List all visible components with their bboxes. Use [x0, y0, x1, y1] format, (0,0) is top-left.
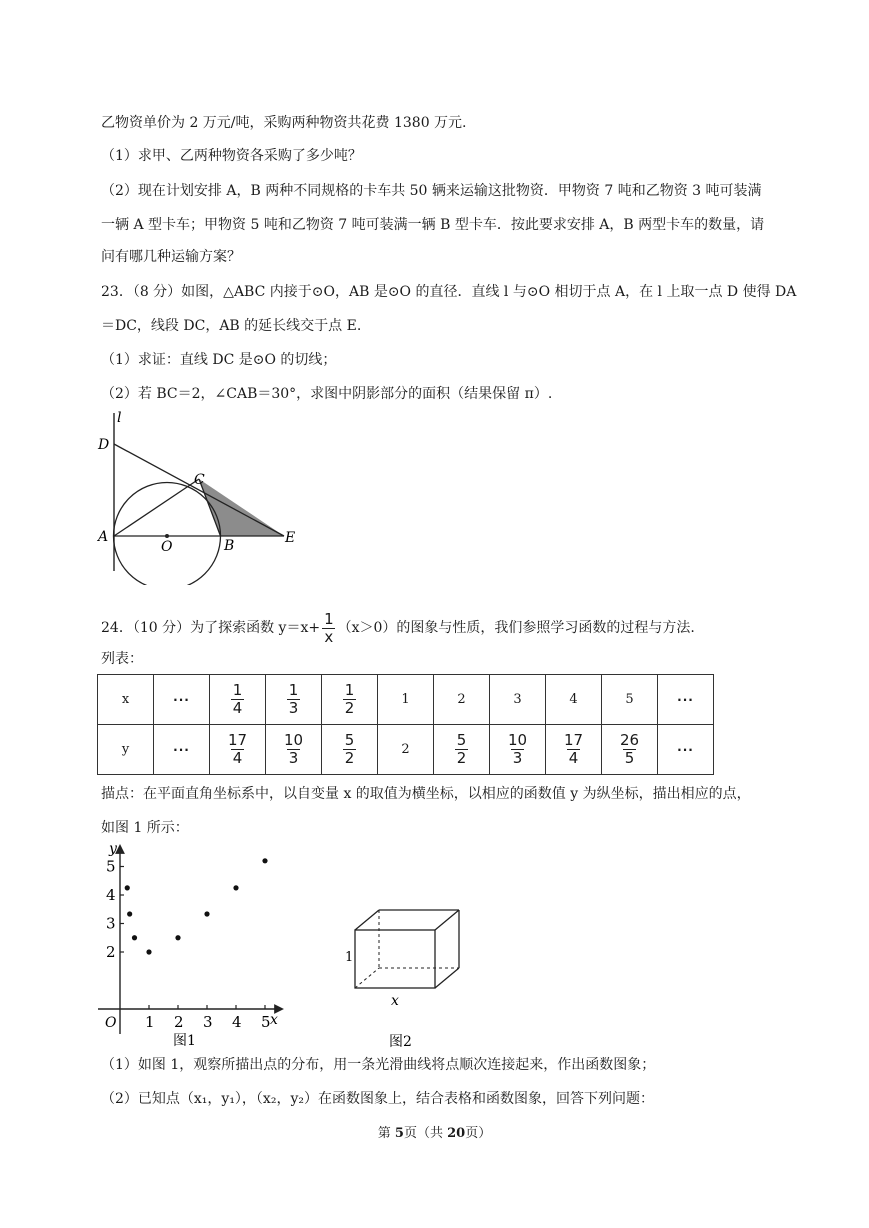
- fraction-denominator: 3: [512, 749, 523, 767]
- x-axis-label: x: [270, 1012, 278, 1028]
- x-row-cell: 2: [434, 675, 490, 725]
- fraction: [562, 732, 585, 767]
- figure-2-box-diagram: [345, 905, 465, 1050]
- center-dot: [165, 534, 169, 538]
- fraction-denominator: 3: [288, 749, 299, 767]
- p23-line1: 23．（8 分）如图，△ABC 内接于⊙O，AB 是⊙O 的直径．直线 l 与⊙O 相切于点 A，在 l 上取一点 D 使得 DA: [101, 284, 797, 300]
- fraction-one-over-x: [322, 611, 336, 646]
- segment-ac: [114, 479, 199, 536]
- footer-page-number: 5: [394, 1126, 404, 1141]
- x-row-cell: [210, 675, 266, 725]
- x-tick-label: 3: [203, 1013, 213, 1031]
- fraction: [455, 732, 469, 767]
- p24-plot-line2: 如图 1 所示：: [101, 820, 189, 836]
- fraction: [506, 732, 529, 767]
- p24-question-2: （2）已知点（x₁，y₁），（x₂，y₂）在函数图象上，结合表格和函数图象，回答下列问题：: [101, 1091, 654, 1107]
- y-row-cell: [210, 725, 266, 775]
- p24-intro-part-b: （x＞0）的图象与性质，我们参照学习函数的过程与方法.: [337, 620, 695, 636]
- x-tick-label: 2: [174, 1013, 184, 1031]
- p23-line2: ＝DC，线段 DC，AB 的延长线交于点 E.: [101, 318, 362, 334]
- fraction-numerator: 17: [563, 731, 584, 749]
- y-row-cell: 2: [378, 725, 434, 775]
- box-front-face: [355, 930, 435, 988]
- box-top-left-edge: [355, 910, 379, 930]
- fraction-numerator: 1: [324, 609, 334, 628]
- footer-prefix: 第: [377, 1126, 395, 1141]
- fraction-denominator: 2: [456, 749, 467, 767]
- scatter-point: [132, 935, 137, 940]
- y-tick-label: 4: [106, 886, 116, 904]
- scatter-point: [233, 885, 238, 890]
- box-bottom-label: x: [391, 993, 399, 1009]
- fraction: [618, 732, 641, 767]
- fraction-denominator: 5: [624, 749, 635, 767]
- scatter-point: [262, 858, 267, 863]
- box-side-label: 1: [345, 950, 354, 965]
- x-row-cell: ···: [658, 675, 714, 725]
- table-row-y: [98, 725, 714, 775]
- p22-line1: 乙物资单价为 2 万元/吨，采购两种物资共花费 1380 万元.: [101, 115, 467, 131]
- fraction-numerator: 17: [227, 731, 248, 749]
- y-row-cell: ···: [154, 725, 210, 775]
- fraction-numerator: 1: [232, 681, 243, 699]
- p23-question-2: （2）若 BC＝2，∠CAB＝30°，求图中阴影部分的面积（结果保留 π）.: [101, 386, 553, 402]
- p22-question-2-line1: （2）现在计划安排 A，B 两种不同规格的卡车共 50 辆来运输这批物资．甲物资 7 吨和乙物资 3 吨可装满: [101, 183, 762, 199]
- figure-1-caption: 图1: [173, 1033, 196, 1049]
- x-row-cell: [322, 675, 378, 725]
- label-l: l: [117, 410, 122, 426]
- scatter-point: [175, 935, 180, 940]
- y-row-cell: [490, 725, 546, 775]
- y-row-cell: [546, 725, 602, 775]
- list-label: 列表：: [101, 651, 143, 667]
- fraction: [343, 682, 357, 717]
- x-row-cell: x: [98, 675, 154, 725]
- x-tick-label: 5: [261, 1013, 271, 1031]
- y-row-cell: [266, 725, 322, 775]
- figure-2-caption: 图2: [389, 1034, 412, 1050]
- fraction-denominator: 3: [288, 699, 299, 717]
- fraction: [231, 682, 245, 717]
- origin-label: O: [105, 1015, 117, 1031]
- box-hidden-diagonal-edge: [355, 968, 379, 988]
- y-row-cell: y: [98, 725, 154, 775]
- scatter-point: [204, 911, 209, 916]
- x-row-cell: 3: [490, 675, 546, 725]
- scatter-point: [125, 885, 130, 890]
- p22-question-1: （1）求甲、乙两种物资各采购了多少吨？: [101, 148, 362, 164]
- scatter-point: [127, 911, 132, 916]
- fraction-numerator: 5: [456, 731, 467, 749]
- label-d: D: [98, 437, 110, 453]
- box-bottom-right-edge: [435, 968, 459, 988]
- footer-total-pages: 20: [447, 1126, 466, 1141]
- x-row-cell: ···: [154, 675, 210, 725]
- fraction: [343, 732, 357, 767]
- figure-1-scatter-plot: [90, 838, 290, 1050]
- fraction-numerator: 1: [344, 681, 355, 699]
- circle-o: [114, 483, 221, 586]
- table-row-x: [98, 675, 714, 725]
- fraction-denominator: x: [324, 627, 334, 646]
- p24-intro: [101, 608, 695, 648]
- y-row-cell: ···: [658, 725, 714, 775]
- fraction-denominator: 4: [232, 699, 243, 717]
- x-tick-label: 4: [232, 1013, 242, 1031]
- y-tick-label: 3: [106, 914, 116, 933]
- p24-plot-line1: 描点：在平面直角坐标系中，以自变量 x 的取值为横坐标，以相应的函数值 y 为纵坐标，描出相应的点，: [101, 786, 751, 802]
- p24-question-1: （1）如图 1，观察所描出点的分布，用一条光滑曲线将点顺次连接起来，作出函数图象；: [101, 1057, 656, 1073]
- p24-intro-part-a: 24．（10 分）为了探索函数 y＝x+: [101, 620, 321, 636]
- x-row-cell: 4: [546, 675, 602, 725]
- fraction-numerator: 1: [288, 681, 299, 699]
- label-o: O: [161, 539, 173, 555]
- scatter-point: [146, 949, 151, 954]
- x-row-cell: [266, 675, 322, 725]
- x-tick-label: 1: [145, 1013, 155, 1031]
- fraction-numerator: 10: [507, 731, 528, 749]
- x-row-cell: 1: [378, 675, 434, 725]
- function-value-table: [97, 674, 714, 775]
- y-row-cell: [602, 725, 658, 775]
- page-footer: [0, 1124, 869, 1144]
- p23-question-1: （1）求证：直线 DC 是⊙O 的切线；: [101, 352, 337, 368]
- y-row-cell: [322, 725, 378, 775]
- fraction-numerator: 26: [619, 731, 640, 749]
- footer-suffix: 页）: [465, 1126, 492, 1141]
- label-c: C: [194, 472, 205, 488]
- label-a: A: [98, 529, 109, 545]
- fraction: [287, 682, 301, 717]
- p23-geometry-figure: [95, 405, 310, 585]
- y-tick-label: 5: [106, 857, 116, 876]
- footer-middle: 页（共: [403, 1126, 448, 1141]
- fraction-denominator: 4: [232, 749, 243, 767]
- fraction-numerator: 10: [283, 731, 304, 749]
- fraction: [282, 732, 305, 767]
- fraction-denominator: 2: [344, 699, 355, 717]
- label-b: B: [224, 538, 235, 554]
- y-tick-label: 2: [106, 943, 116, 961]
- fraction-denominator: 4: [568, 749, 579, 767]
- fraction: [226, 732, 249, 767]
- y-row-cell: [434, 725, 490, 775]
- label-e: E: [285, 530, 296, 546]
- fraction-denominator: 2: [344, 749, 355, 767]
- p22-question-2-line3: 问有哪几种运输方案？: [101, 249, 241, 265]
- fraction-numerator: 5: [344, 731, 355, 749]
- x-row-cell: 5: [602, 675, 658, 725]
- p22-question-2-line2: 一辆 A 型卡车；甲物资 5 吨和乙物资 7 吨可装满一辆 B 型卡车．按此要求安排 A，B 两型卡车的数量，请: [101, 217, 765, 233]
- y-axis-label: y: [109, 841, 117, 857]
- box-top-right-edge: [435, 910, 459, 930]
